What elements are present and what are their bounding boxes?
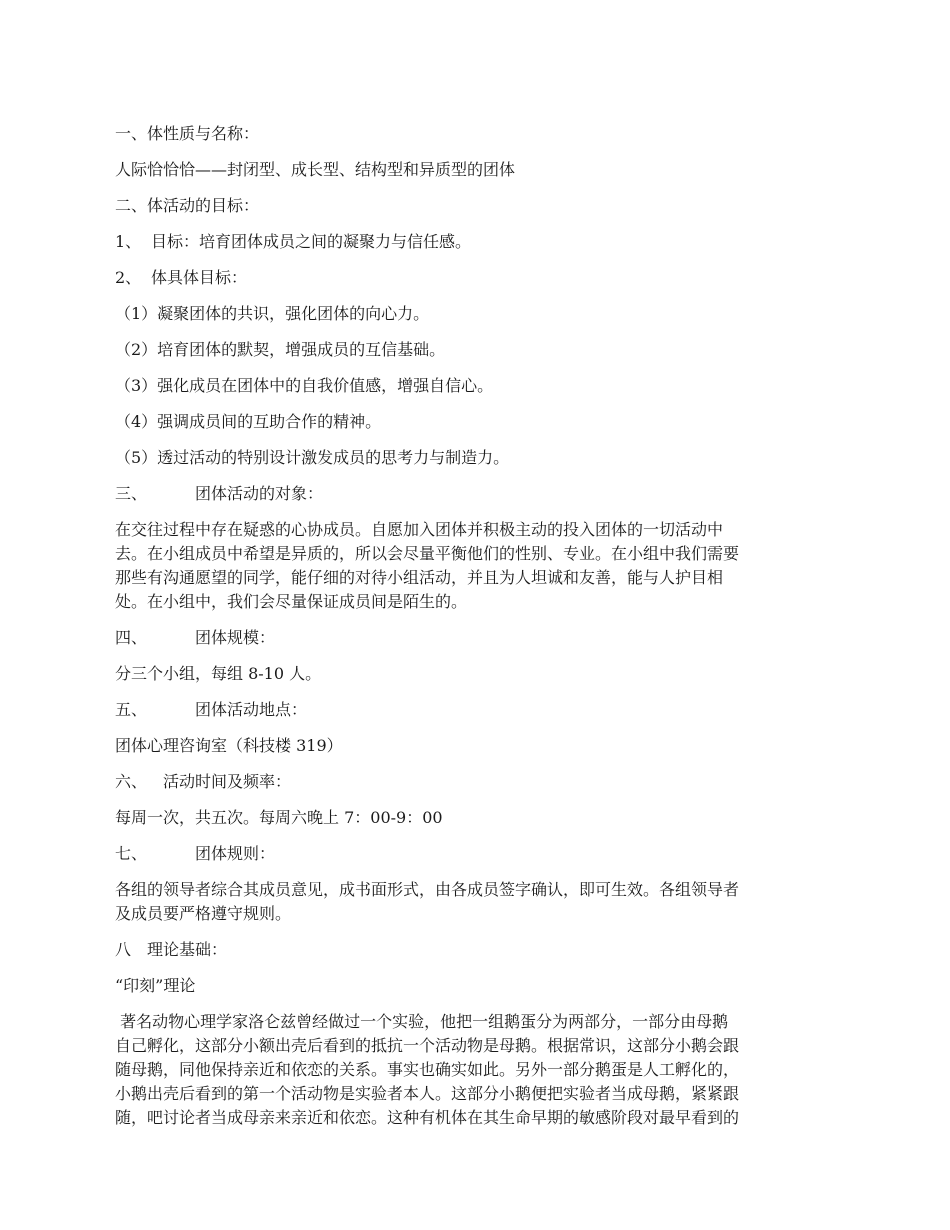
section-1-title: 一、体性质与名称： (115, 124, 260, 143)
section-6-heading: 活动时间及频率： (163, 772, 292, 791)
section-6-text: 每周一次，共五次。每周六晚上 7：00-9：00 (115, 808, 443, 827)
paragraph-line: 自己孵化，这部分小额出壳后看到的抵抗一个活动物是母鹅。根据常识，这部分小鹅会跟 (115, 1036, 740, 1055)
section-3-paragraph (115, 518, 840, 614)
section-4-heading: 团体规模： (195, 628, 276, 647)
goal-2-text: 体具体目标： (151, 268, 248, 287)
section-8-heading: 理论基础： (147, 940, 228, 959)
paragraph-line: 各组的领导者综合其成员意见，成书面形式，由各成员签字确认，即可生效。各组领导者 (115, 880, 740, 899)
paragraph-line: 去。在小组成员中希望是异质的，所以会尽量平衡他们的性别、专业。在小组中我们需要 (115, 544, 740, 563)
section-2-title: 二、体活动的目标： (115, 196, 260, 215)
section-5-text: 团体心理咨询室（科技楼 319） (115, 736, 343, 755)
section-7-number: 七、 (115, 844, 148, 863)
section-3-number: 三、 (115, 484, 148, 503)
section-4-text: 分三个小组，每组 8-10 人。 (115, 664, 322, 683)
paragraph-line: 处。在小组中，我们会尽量保证成员间是陌生的。 (115, 592, 468, 611)
paragraph-line: 著名动物心理学家洛仑兹曾经做过一个实验，他把一组鹅蛋分为两部分，一部分由母鹅 (115, 1012, 729, 1031)
section-3-heading: 团体活动的对象： (195, 484, 324, 503)
paragraph-line: 那些有沟通愿望的同学，能仔细的对待小组活动，并且为人坦诚和友善，能与人护目相 (115, 568, 724, 587)
section-4-title (115, 626, 840, 650)
section-8-paragraph (115, 1010, 840, 1130)
goal-2 (115, 266, 840, 290)
sub-goal-1: （1）凝聚团体的共识，强化团体的向心力。 (115, 304, 430, 323)
section-8-title (115, 938, 840, 962)
section-6-title (115, 770, 840, 794)
sub-goal-5: （5）透过活动的特别设计激发成员的思考力与制造力。 (115, 448, 510, 467)
section-5-heading: 团体活动地点： (195, 700, 308, 719)
section-8-number: 八 (115, 940, 132, 959)
section-5-title (115, 698, 840, 722)
section-8-subtitle: “印刻”理论 (115, 976, 196, 995)
section-7-heading: 团体规则： (195, 844, 276, 863)
section-6-number: 六、 (115, 772, 148, 791)
document-body (115, 122, 840, 1130)
paragraph-line: 随母鹅，同他保持亲近和依恋的关系。事实也确实如此。另外一部分鹅蛋是人工孵化的， (115, 1060, 740, 1079)
goal-1-number: 1、 (115, 232, 142, 251)
sub-goal-3: （3）强化成员在团体中的自我价值感，增强自信心。 (115, 376, 494, 395)
paragraph-line: 在交往过程中存在疑惑的心协成员。自愿加入团体并积极主动的投入团体的一切活动中 (115, 520, 724, 539)
section-1-text: 人际恰恰恰——封闭型、成长型、结构型和异质型的团体 (115, 160, 516, 179)
paragraph-line: 随，吧讨论者当成母亲来亲近和依恋。这种有机体在其生命早期的敏感阶段对最早看到的 (115, 1108, 740, 1127)
section-7-title (115, 842, 840, 866)
goal-2-number: 2、 (115, 268, 142, 287)
paragraph-line: 及成员要严格遵守规则。 (115, 904, 292, 923)
paragraph-line: 小鹅出壳后看到的第一个活动物是实验者本人。这部分小鹅便把实验者当成母鹅，紧紧跟 (115, 1084, 740, 1103)
section-7-paragraph (115, 878, 840, 926)
sub-goal-2: （2）培育团体的默契，增强成员的互信基础。 (115, 340, 446, 359)
section-3-title (115, 482, 840, 506)
goal-1 (115, 230, 840, 254)
goal-1-text: 目标：培育团体成员之间的凝聚力与信任感。 (151, 232, 472, 251)
sub-goal-4: （4）强调成员间的互助合作的精神。 (115, 412, 382, 431)
section-5-number: 五、 (115, 700, 148, 719)
section-4-number: 四、 (115, 628, 148, 647)
